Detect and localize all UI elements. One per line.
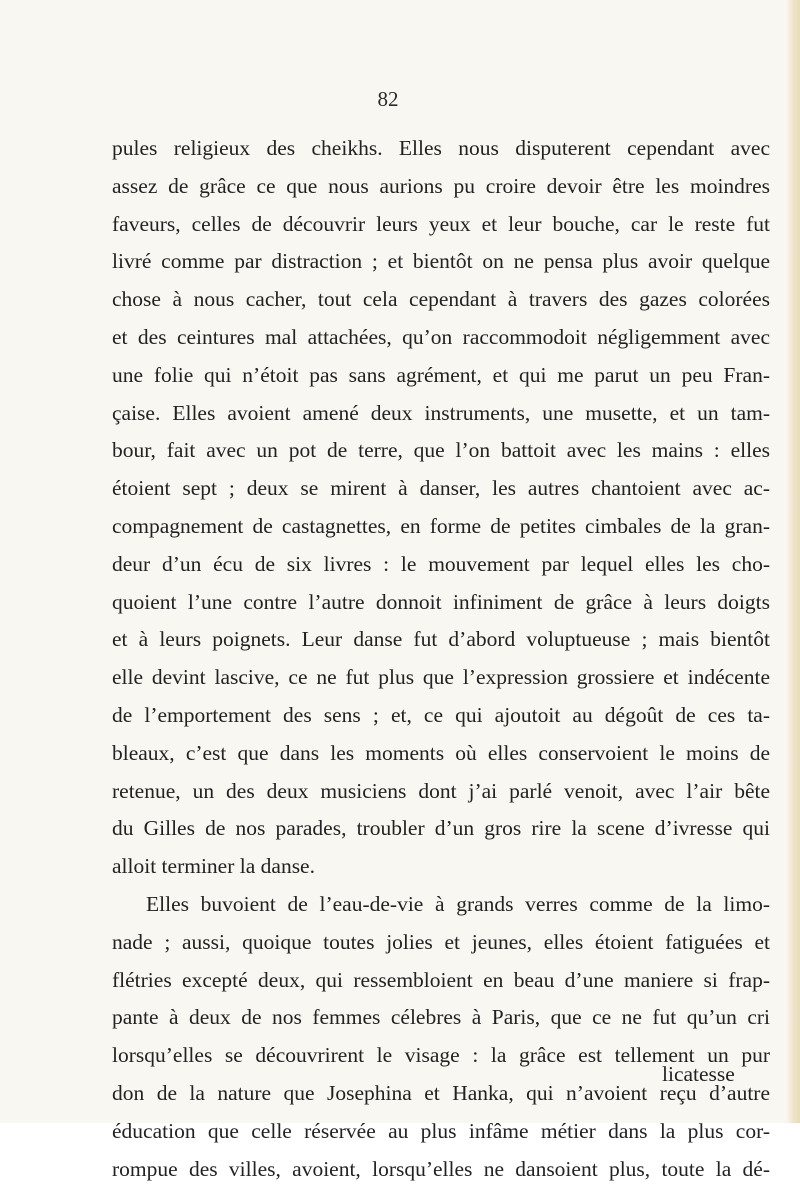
paragraph-end-line: alloit terminer la danse.	[112, 854, 315, 879]
text-line: du Gilles de nos parades, troubler d’un gros rire la scene d’ivresse qui	[112, 816, 770, 841]
text-line: deur d’un écu de six livres : le mouvement par lequel elles les cho-	[112, 551, 770, 576]
text-line: quoient l’une contre l’autre donnoit infiniment de grâce à leurs doigts	[112, 589, 770, 614]
text-line: bour, fait avec un pot de terre, que l’on battoit avec les mains : elles	[112, 438, 770, 463]
text-line: çaise. Elles avoient amené deux instruments, une musette, et un tam-	[112, 400, 770, 425]
text-line: une folie qui n’étoit pas sans agrément, et qui me parut un peu Fran-	[112, 362, 770, 387]
page-number: 82	[377, 87, 399, 111]
text-line: compagnement de castagnettes, en forme de petites cimbales de la gran-	[112, 513, 770, 538]
text-line: étoient sept ; deux se mirent à danser, les autres chantoient avec ac-	[112, 476, 770, 501]
text-line: et des ceintures mal attachées, qu’on raccommodoit négligemment avec	[112, 324, 770, 349]
text-line: pules religieux des cheikhs. Elles nous disputerent cependant avec	[112, 136, 770, 160]
text-line: faveurs, celles de découvrir leurs yeux et leur bouche, car le reste fut	[112, 211, 770, 236]
text-line: bleaux, c’est que dans les moments où elles conservoient le moins de	[112, 740, 770, 765]
text-line: elle devint lascive, ce ne fut plus que l’expression grossiere et indécente	[112, 665, 770, 690]
paragraph-start-line: Elles buvoient de l’eau-de-vie à grands verres comme de la limo-	[146, 891, 770, 916]
text-line: flétries excepté deux, qui ressembloient en beau d’une maniere si frap-	[112, 967, 770, 992]
text-line: pante à deux de nos femmes célebres à Paris, que ce ne fut qu’un cri	[112, 1005, 770, 1030]
text-line: éducation que celle réservée au plus infâme métier dans la plus cor-	[112, 1118, 770, 1143]
text-line: don de la nature que Josephina et Hanka, qui n’avoient reçu d’autre	[112, 1080, 770, 1105]
text-line: chose à nous cacher, tout cela cependant à travers des gazes colorées	[112, 287, 770, 312]
text-line: livré comme par distraction ; et bientôt on ne pensa plus avoir quelque	[112, 249, 770, 274]
body-text	[112, 130, 770, 1188]
text-line: rompue des villes, avoient, lorsqu’elles ne dansoient plus, toute la dé-	[112, 1156, 770, 1181]
catchword: licatesse	[662, 1062, 735, 1086]
text-line: assez de grâce ce que nous aurions pu croire devoir être les moindres	[112, 173, 770, 198]
text-line: lorsqu’elles se découvrirent le visage : la grâce est tellement un pur	[112, 1043, 770, 1068]
text-line: de l’emportement des sens ; et, ce qui ajoutoit au dégoût de ces ta-	[112, 702, 770, 727]
text-line: et à leurs poignets. Leur danse fut d’abord voluptueuse ; mais bientôt	[112, 627, 770, 652]
text-line: retenue, un des deux musiciens dont j’ai parlé venoit, avec l’air bête	[112, 778, 770, 803]
text-line: nade ; aussi, quoique toutes jolies et jeunes, elles étoient fatiguées et	[112, 929, 770, 954]
